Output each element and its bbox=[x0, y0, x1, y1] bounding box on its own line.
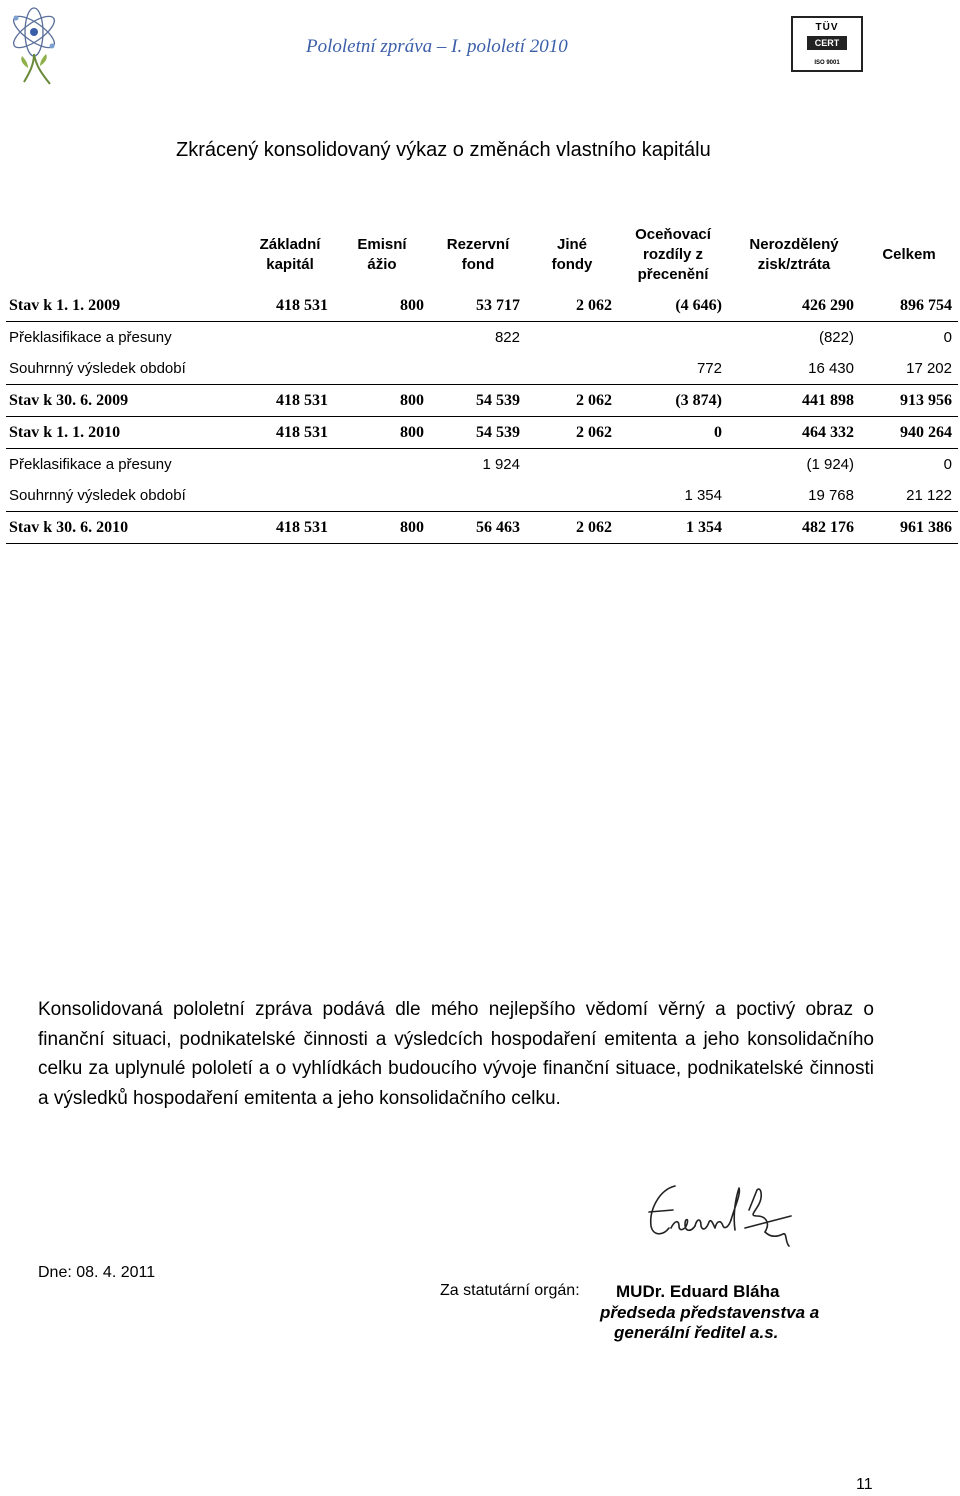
row-label: Překlasifikace a přesuny bbox=[9, 456, 172, 473]
table-cell: 54 539 bbox=[430, 385, 526, 417]
row-label: Stav k 30. 6. 2009 bbox=[6, 385, 246, 417]
table-cell: 2 062 bbox=[526, 512, 618, 544]
equity-changes-table bbox=[6, 220, 958, 544]
table-cell bbox=[526, 353, 618, 385]
table-cell: 482 176 bbox=[728, 512, 860, 544]
table-cell: (4 646) bbox=[618, 290, 728, 322]
table-cell: 961 386 bbox=[860, 512, 958, 544]
table-cell: 53 717 bbox=[430, 290, 526, 322]
table-cell: 1 924 bbox=[482, 456, 520, 473]
table-cell bbox=[334, 449, 430, 481]
table-row bbox=[6, 385, 958, 417]
table-cell: 418 531 bbox=[246, 512, 334, 544]
table-cell: 54 539 bbox=[430, 417, 526, 449]
table-cell: 0 bbox=[618, 417, 728, 449]
column-header-label bbox=[6, 220, 246, 290]
table-cell: 940 264 bbox=[860, 417, 958, 449]
table-cell bbox=[246, 449, 334, 481]
table-row bbox=[6, 480, 958, 512]
iso-standard: ISO 9001 bbox=[814, 60, 840, 66]
table-cell: 56 463 bbox=[430, 512, 526, 544]
table-cell: 464 332 bbox=[728, 417, 860, 449]
table-row bbox=[6, 449, 958, 481]
tuv-cert-badge bbox=[791, 16, 863, 72]
column-header: Základní kapitál bbox=[259, 236, 321, 273]
row-label: Stav k 1. 1. 2010 bbox=[6, 417, 246, 449]
report-header-title: Pololetní zpráva – I. pololetí 2010 bbox=[306, 36, 568, 57]
table-row bbox=[6, 417, 958, 449]
table-row bbox=[6, 290, 958, 322]
company-logo-icon bbox=[4, 2, 70, 90]
table-cell: 800 bbox=[334, 385, 430, 417]
table-cell bbox=[246, 353, 334, 385]
table-cell: 16 430 bbox=[728, 353, 860, 385]
statutory-body-label: Za statutární orgán: bbox=[440, 1282, 580, 1299]
column-header: Celkem bbox=[882, 246, 936, 263]
table-cell: 418 531 bbox=[246, 290, 334, 322]
column-header: Rezervní fond bbox=[446, 236, 510, 273]
document-date: Dne: 08. 4. 2011 bbox=[38, 1264, 156, 1281]
signer-role: generální ředitel a.s. bbox=[614, 1323, 779, 1342]
table-cell: 21 122 bbox=[860, 480, 958, 512]
table-cell: 822 bbox=[494, 329, 520, 346]
table-cell bbox=[430, 353, 526, 385]
table-cell bbox=[526, 449, 618, 481]
tuv-cert-label: CERT bbox=[807, 36, 847, 50]
table-cell: 913 956 bbox=[860, 385, 958, 417]
table-header-row bbox=[6, 220, 958, 290]
table-cell bbox=[618, 449, 728, 481]
row-label: Překlasifikace a přesuny bbox=[9, 329, 172, 346]
row-label: Souhrnný výsledek období bbox=[6, 480, 246, 512]
table-cell: (1 924) bbox=[806, 456, 854, 473]
table-cell bbox=[246, 480, 334, 512]
table-row bbox=[6, 322, 958, 354]
table-cell: 896 754 bbox=[860, 290, 958, 322]
row-label: Souhrnný výsledek období bbox=[6, 353, 246, 385]
table-cell: 800 bbox=[334, 290, 430, 322]
column-header: Oceňovací rozdíly z přecenění bbox=[635, 226, 711, 283]
table-cell: 426 290 bbox=[728, 290, 860, 322]
table-cell: 0 bbox=[943, 329, 952, 346]
table-cell: 0 bbox=[943, 456, 952, 473]
table-cell: 418 531 bbox=[246, 385, 334, 417]
handwritten-signature-icon bbox=[645, 1176, 795, 1254]
table-cell: 2 062 bbox=[526, 290, 618, 322]
row-label: Stav k 1. 1. 2009 bbox=[6, 290, 246, 322]
table-cell bbox=[618, 322, 728, 354]
table-cell bbox=[246, 322, 334, 354]
table-cell bbox=[526, 480, 618, 512]
table-cell: (3 874) bbox=[618, 385, 728, 417]
table-cell bbox=[430, 480, 526, 512]
table-cell: 1 354 bbox=[618, 480, 728, 512]
table-cell bbox=[334, 353, 430, 385]
table-cell: 17 202 bbox=[860, 353, 958, 385]
table-row bbox=[6, 353, 958, 385]
table-cell: 2 062 bbox=[526, 385, 618, 417]
table-cell bbox=[334, 480, 430, 512]
table-cell: 800 bbox=[334, 512, 430, 544]
table-cell: 772 bbox=[618, 353, 728, 385]
signer-name: MUDr. Eduard Bláha bbox=[616, 1282, 780, 1301]
row-label: Stav k 30. 6. 2010 bbox=[6, 512, 246, 544]
signer-role: předseda představenstva a bbox=[600, 1303, 820, 1322]
table-cell: 418 531 bbox=[246, 417, 334, 449]
column-header: Jiné fondy bbox=[551, 236, 593, 273]
table-cell: 19 768 bbox=[728, 480, 860, 512]
table-cell: 1 354 bbox=[618, 512, 728, 544]
table-row bbox=[6, 512, 958, 544]
page-number: 11 bbox=[856, 1476, 873, 1493]
document-title: Zkrácený konsolidovaný výkaz o změnách vlastního kapitálu bbox=[176, 139, 711, 161]
table-cell: 800 bbox=[334, 417, 430, 449]
table-cell: (822) bbox=[818, 329, 854, 346]
column-header: Nerozdělený zisk/ztráta bbox=[749, 236, 839, 273]
management-statement: Konsolidovaná pololetní zpráva podává dle mého nejlepšího vědomí věrný a poctivý obraz o finanční situaci, podnikatelské činnosti a výsledcích hospodaření emitenta a jeho konsolidačního celku za uplynulé pololetí a o vyhlídkách budoucího vývoje finanční situace, podnikatelské činnosti a výsledků hospodaření emitenta a jeho konsolidačního celku. bbox=[38, 999, 874, 1109]
table-cell bbox=[334, 322, 430, 354]
table-cell: 441 898 bbox=[728, 385, 860, 417]
tuv-brand: TÜV bbox=[815, 22, 839, 33]
table-cell bbox=[526, 322, 618, 354]
column-header: Emisní ážio bbox=[357, 236, 407, 273]
table-cell: 2 062 bbox=[526, 417, 618, 449]
